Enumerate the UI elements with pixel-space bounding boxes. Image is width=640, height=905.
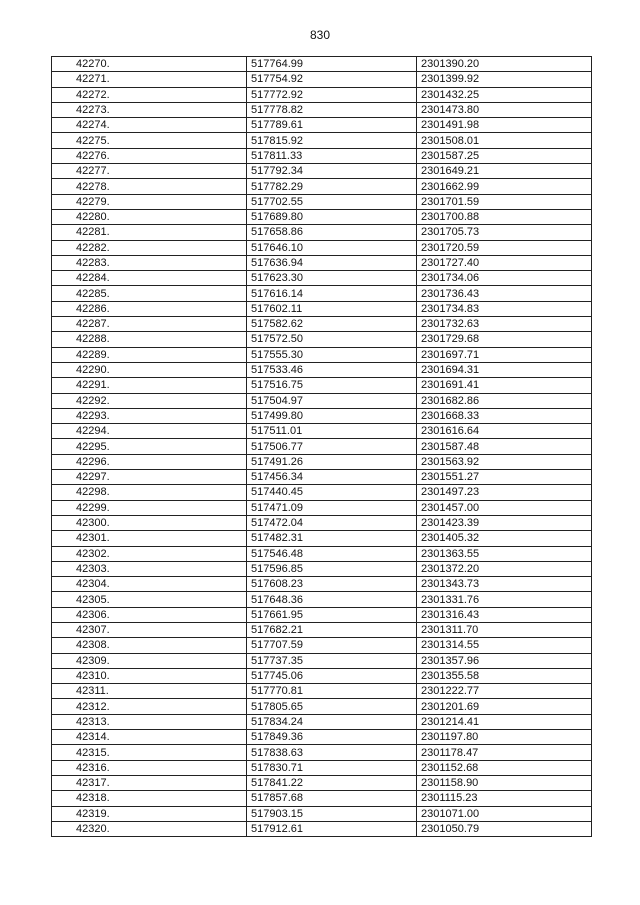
table-row [52,775,592,790]
point-number-cell: 42307. [52,622,247,637]
y-coordinate-cell: 2301734.83 [417,301,592,316]
x-coordinate-cell: 517778.82 [247,102,417,117]
x-coordinate-cell: 517857.68 [247,791,417,806]
y-coordinate-cell: 2301700.88 [417,209,592,224]
y-coordinate-cell: 2301399.92 [417,72,592,87]
y-coordinate-cell: 2301697.71 [417,347,592,362]
x-coordinate-cell: 517811.33 [247,148,417,163]
point-number-cell: 42292. [52,393,247,408]
table-row [52,485,592,500]
point-number-cell: 42299. [52,500,247,515]
x-coordinate-cell: 517702.55 [247,194,417,209]
table-row [52,240,592,255]
point-number-cell: 42308. [52,638,247,653]
y-coordinate-cell: 2301457.00 [417,500,592,515]
table-row [52,301,592,316]
point-number-cell: 42288. [52,332,247,347]
x-coordinate-cell: 517504.97 [247,393,417,408]
table-row [52,622,592,637]
x-coordinate-cell: 517754.92 [247,72,417,87]
table-row [52,225,592,240]
point-number-cell: 42303. [52,561,247,576]
table-row [52,806,592,821]
x-coordinate-cell: 517616.14 [247,286,417,301]
x-coordinate-cell: 517792.34 [247,164,417,179]
x-coordinate-cell: 517623.30 [247,271,417,286]
x-coordinate-cell: 517770.81 [247,684,417,699]
x-coordinate-cell: 517661.95 [247,607,417,622]
x-coordinate-cell: 517849.36 [247,730,417,745]
x-coordinate-cell: 517472.04 [247,515,417,530]
x-coordinate-cell: 517440.45 [247,485,417,500]
x-coordinate-cell: 517689.80 [247,209,417,224]
y-coordinate-cell: 2301682.86 [417,393,592,408]
y-coordinate-cell: 2301355.58 [417,668,592,683]
x-coordinate-cell: 517737.35 [247,653,417,668]
y-coordinate-cell: 2301705.73 [417,225,592,240]
y-coordinate-cell: 2301563.92 [417,454,592,469]
table-row [52,760,592,775]
y-coordinate-cell: 2301158.90 [417,775,592,790]
table-row [52,317,592,332]
point-number-cell: 42294. [52,424,247,439]
x-coordinate-cell: 517789.61 [247,118,417,133]
x-coordinate-cell: 517511.01 [247,424,417,439]
y-coordinate-cell: 2301050.79 [417,821,592,836]
table-row [52,332,592,347]
table-row [52,500,592,515]
x-coordinate-cell: 517841.22 [247,775,417,790]
y-coordinate-cell: 2301214.41 [417,714,592,729]
x-coordinate-cell: 517805.65 [247,699,417,714]
table-row [52,209,592,224]
table-row [52,607,592,622]
y-coordinate-cell: 2301668.33 [417,408,592,423]
x-coordinate-cell: 517764.99 [247,57,417,72]
table-row [52,470,592,485]
x-coordinate-cell: 517491.26 [247,454,417,469]
x-coordinate-cell: 517596.85 [247,561,417,576]
point-number-cell: 42289. [52,347,247,362]
table-row [52,531,592,546]
point-number-cell: 42314. [52,730,247,745]
table-row [52,515,592,530]
x-coordinate-cell: 517815.92 [247,133,417,148]
point-number-cell: 42315. [52,745,247,760]
table-row [52,577,592,592]
y-coordinate-cell: 2301197.80 [417,730,592,745]
page-number: 830 [309,28,331,42]
x-coordinate-cell: 517772.92 [247,87,417,102]
table-row [52,714,592,729]
x-coordinate-cell: 517572.50 [247,332,417,347]
point-number-cell: 42281. [52,225,247,240]
point-number-cell: 42278. [52,179,247,194]
point-number-cell: 42298. [52,485,247,500]
point-number-cell: 42317. [52,775,247,790]
x-coordinate-cell: 517608.23 [247,577,417,592]
point-number-cell: 42290. [52,362,247,377]
table-row [52,454,592,469]
table-row [52,133,592,148]
y-coordinate-cell: 2301736.43 [417,286,592,301]
x-coordinate-cell: 517658.86 [247,225,417,240]
x-coordinate-cell: 517646.10 [247,240,417,255]
x-coordinate-cell: 517838.63 [247,745,417,760]
y-coordinate-cell: 2301720.59 [417,240,592,255]
y-coordinate-cell: 2301732.63 [417,317,592,332]
point-number-cell: 42276. [52,148,247,163]
point-number-cell: 42311. [52,684,247,699]
y-coordinate-cell: 2301473.80 [417,102,592,117]
x-coordinate-cell: 517830.71 [247,760,417,775]
table-row [52,194,592,209]
table-row [52,408,592,423]
y-coordinate-cell: 2301071.00 [417,806,592,821]
x-coordinate-cell: 517499.80 [247,408,417,423]
y-coordinate-cell: 2301363.55 [417,546,592,561]
y-coordinate-cell: 2301734.06 [417,271,592,286]
y-coordinate-cell: 2301662.99 [417,179,592,194]
x-coordinate-cell: 517546.48 [247,546,417,561]
y-coordinate-cell: 2301727.40 [417,255,592,270]
table-row [52,393,592,408]
y-coordinate-cell: 2301316.43 [417,607,592,622]
x-coordinate-cell: 517648.36 [247,592,417,607]
point-number-cell: 42318. [52,791,247,806]
point-number-cell: 42310. [52,668,247,683]
point-number-cell: 42272. [52,87,247,102]
point-number-cell: 42295. [52,439,247,454]
table-row [52,87,592,102]
x-coordinate-cell: 517516.75 [247,378,417,393]
y-coordinate-cell: 2301497.23 [417,485,592,500]
x-coordinate-cell: 517834.24 [247,714,417,729]
point-number-cell: 42271. [52,72,247,87]
x-coordinate-cell: 517782.29 [247,179,417,194]
y-coordinate-cell: 2301587.25 [417,148,592,163]
point-number-cell: 42273. [52,102,247,117]
x-coordinate-cell: 517636.94 [247,255,417,270]
y-coordinate-cell: 2301587.48 [417,439,592,454]
y-coordinate-cell: 2301691.41 [417,378,592,393]
point-number-cell: 42302. [52,546,247,561]
table-row [52,439,592,454]
point-number-cell: 42279. [52,194,247,209]
table-row [52,347,592,362]
x-coordinate-cell: 517707.59 [247,638,417,653]
table-row [52,179,592,194]
table-row [52,378,592,393]
y-coordinate-cell: 2301314.55 [417,638,592,653]
y-coordinate-cell: 2301222.77 [417,684,592,699]
table-row [52,271,592,286]
y-coordinate-cell: 2301311.70 [417,622,592,637]
table-row [52,102,592,117]
table-row [52,668,592,683]
y-coordinate-cell: 2301616.64 [417,424,592,439]
point-number-cell: 42319. [52,806,247,821]
table-row [52,362,592,377]
x-coordinate-cell: 517471.09 [247,500,417,515]
y-coordinate-cell: 2301491.98 [417,118,592,133]
point-number-cell: 42285. [52,286,247,301]
point-number-cell: 42309. [52,653,247,668]
point-number-cell: 42274. [52,118,247,133]
table-row [52,118,592,133]
x-coordinate-cell: 517602.11 [247,301,417,316]
point-number-cell: 42286. [52,301,247,316]
table-row [52,72,592,87]
table-row [52,592,592,607]
coordinates-table [51,56,592,837]
y-coordinate-cell: 2301201.69 [417,699,592,714]
point-number-cell: 42320. [52,821,247,836]
point-number-cell: 42305. [52,592,247,607]
point-number-cell: 42283. [52,255,247,270]
table-row [52,164,592,179]
y-coordinate-cell: 2301152.68 [417,760,592,775]
point-number-cell: 42275. [52,133,247,148]
y-coordinate-cell: 2301357.96 [417,653,592,668]
y-coordinate-cell: 2301390.20 [417,57,592,72]
y-coordinate-cell: 2301372.20 [417,561,592,576]
table-row [52,148,592,163]
y-coordinate-cell: 2301331.76 [417,592,592,607]
x-coordinate-cell: 517682.21 [247,622,417,637]
x-coordinate-cell: 517582.62 [247,317,417,332]
point-number-cell: 42270. [52,57,247,72]
table-row [52,255,592,270]
point-number-cell: 42306. [52,607,247,622]
y-coordinate-cell: 2301694.31 [417,362,592,377]
x-coordinate-cell: 517482.31 [247,531,417,546]
point-number-cell: 42280. [52,209,247,224]
point-number-cell: 42312. [52,699,247,714]
y-coordinate-cell: 2301508.01 [417,133,592,148]
point-number-cell: 42277. [52,164,247,179]
point-number-cell: 42291. [52,378,247,393]
y-coordinate-cell: 2301729.68 [417,332,592,347]
x-coordinate-cell: 517745.06 [247,668,417,683]
y-coordinate-cell: 2301405.32 [417,531,592,546]
point-number-cell: 42282. [52,240,247,255]
y-coordinate-cell: 2301178.47 [417,745,592,760]
x-coordinate-cell: 517903.15 [247,806,417,821]
table-row [52,286,592,301]
y-coordinate-cell: 2301701.59 [417,194,592,209]
point-number-cell: 42296. [52,454,247,469]
y-coordinate-cell: 2301343.73 [417,577,592,592]
table-row [52,653,592,668]
table-row [52,730,592,745]
x-coordinate-cell: 517533.46 [247,362,417,377]
y-coordinate-cell: 2301432.25 [417,87,592,102]
point-number-cell: 42304. [52,577,247,592]
x-coordinate-cell: 517555.30 [247,347,417,362]
point-number-cell: 42300. [52,515,247,530]
point-number-cell: 42287. [52,317,247,332]
y-coordinate-cell: 2301115.23 [417,791,592,806]
table-row [52,699,592,714]
x-coordinate-cell: 517912.61 [247,821,417,836]
table-row [52,821,592,836]
point-number-cell: 42284. [52,271,247,286]
table-row [52,561,592,576]
y-coordinate-cell: 2301551.27 [417,470,592,485]
y-coordinate-cell: 2301649.21 [417,164,592,179]
table-row [52,424,592,439]
table-row [52,791,592,806]
table-row [52,57,592,72]
point-number-cell: 42313. [52,714,247,729]
y-coordinate-cell: 2301423.39 [417,515,592,530]
point-number-cell: 42301. [52,531,247,546]
table-row [52,745,592,760]
point-number-cell: 42293. [52,408,247,423]
x-coordinate-cell: 517506.77 [247,439,417,454]
table-row [52,638,592,653]
table-row [52,684,592,699]
point-number-cell: 42316. [52,760,247,775]
table-row [52,546,592,561]
x-coordinate-cell: 517456.34 [247,470,417,485]
point-number-cell: 42297. [52,470,247,485]
